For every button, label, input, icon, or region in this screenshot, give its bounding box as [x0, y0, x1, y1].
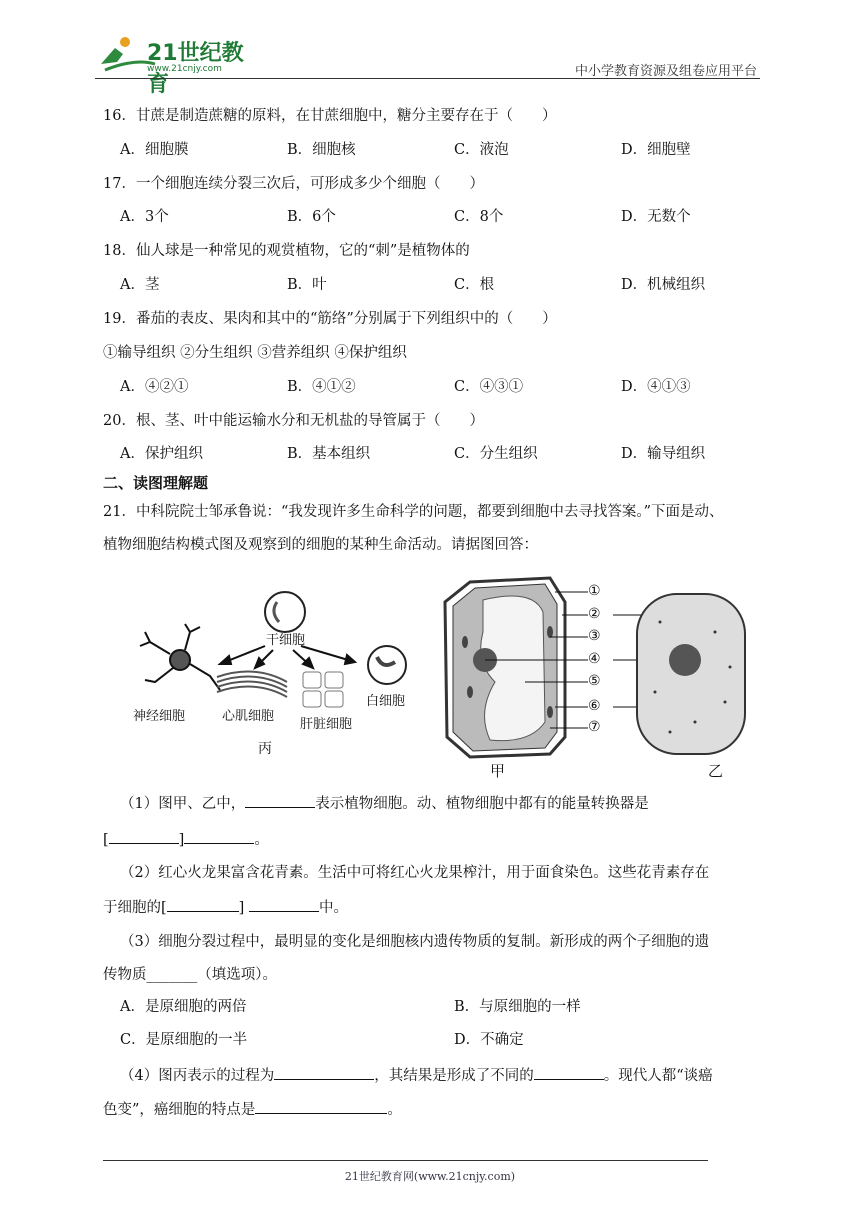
q3-option-c: C．是原细胞的一半 — [120, 1032, 248, 1048]
q3-option-d: D．不确定 — [454, 1032, 524, 1048]
question-19-stem: 19．番茄的表皮、果肉和其中的“筋络”分别属于下列组织中的（ ） — [103, 311, 557, 327]
label-white-blood-cell: 白细胞 — [366, 694, 406, 709]
liver-cell-shape — [303, 672, 343, 707]
q4-text-b: ，其结果是形成了不同的 — [374, 1068, 534, 1084]
q17-option-b: B．6个 — [287, 209, 336, 225]
q19-option-d: D．④①③ — [621, 379, 691, 395]
q1-bracket-close: ] — [178, 832, 185, 848]
q4-text-c: 。现代人都“谈癌 — [603, 1068, 713, 1084]
marker-2: ② — [588, 606, 601, 622]
q1-text-b: 表示植物细胞。动、植物细胞中都有的能量转换器是 — [315, 796, 649, 812]
question-20-stem: 20．根、茎、叶中能运输水分和无机盐的导管属于（ ） — [103, 413, 484, 429]
stem-cell-shape — [265, 592, 305, 632]
sub-question-1 — [120, 793, 780, 814]
q2-blank-2[interactable] — [249, 897, 319, 912]
q1-bracket-open: [ — [103, 832, 109, 848]
marker-1: ① — [588, 583, 601, 599]
q20-option-d: D．输导组织 — [621, 446, 706, 462]
question-18-stem: 18．仙人球是一种常见的观赏植物，它的“刺”是植物体的 — [103, 243, 470, 259]
q1-end: 。 — [254, 832, 269, 848]
q17-option-d: D．无数个 — [621, 209, 691, 225]
q17-option-a: A．3个 — [120, 209, 169, 225]
q4-text-d: 色变”，癌细胞的特点是 — [103, 1102, 256, 1118]
cell-figure — [125, 572, 765, 782]
q2-text-b: 于细胞的[ — [103, 900, 167, 916]
sub-question-3: （3）细胞分裂过程中，最明显的变化是细胞核内遗传物质的复制。新形成的两个子细胞的遗 — [120, 934, 710, 950]
site-logo — [95, 34, 265, 97]
question-19-choices: ①输导组织 ②分生组织 ③营养组织 ④保护组织 — [103, 345, 407, 361]
white-blood-cell-shape — [368, 646, 406, 684]
q3-option-b: B．与原细胞的一样 — [454, 999, 581, 1015]
question-16-stem: 16．甘蔗是制造蔗糖的原料，在甘蔗细胞中，糖分主要存在于（ ） — [103, 108, 557, 124]
q16-option-a: A．细胞膜 — [120, 142, 189, 158]
label-yi: 乙 — [708, 762, 724, 780]
logo-text: 21世纪教育 — [147, 41, 244, 97]
marker-4: ④ — [588, 651, 601, 667]
q4-blank-3[interactable] — [255, 1099, 387, 1114]
header-divider — [95, 78, 760, 79]
sub-question-3-cont: 传物质_______（填选项）。 — [103, 967, 277, 983]
q4-blank-1[interactable] — [274, 1065, 374, 1080]
label-bing: 丙 — [258, 741, 272, 757]
muscle-cell-shape — [217, 672, 287, 697]
sub-question-4 — [120, 1065, 780, 1086]
header-tagline: 中小学教育资源及组卷应用平台 — [574, 64, 757, 79]
q20-option-a: A．保护组织 — [120, 446, 203, 462]
sub-question-1-cont — [103, 829, 763, 850]
footer-divider — [103, 1160, 708, 1161]
logo-url: www.21cnjy.com — [147, 64, 222, 74]
q16-option-b: B．细胞核 — [287, 142, 356, 158]
q18-option-a: A．茎 — [120, 277, 160, 293]
q4-text-a: （4）图丙表示的过程为 — [120, 1068, 275, 1084]
marker-6: ⑥ — [588, 698, 601, 714]
q19-option-a: A．④②① — [120, 379, 189, 395]
q20-option-c: C．分生组织 — [454, 446, 538, 462]
sub-question-4-cont — [103, 1099, 763, 1120]
animal-cell-shape — [637, 594, 745, 754]
label-liver-cell: 肝脏细胞 — [300, 717, 353, 732]
q4-end: 。 — [387, 1102, 402, 1118]
sub-question-2: （2）红心火龙果富含花青素。生活中可将红心火龙果榨汁，用于面食染色。这些花青素存在 — [120, 865, 710, 881]
marker-5: ⑤ — [588, 673, 601, 689]
q1-text-a: （1）图甲、乙中， — [120, 796, 246, 812]
q20-option-b: B．基本组织 — [287, 446, 371, 462]
q19-option-b: B．④①② — [287, 379, 356, 395]
label-nerve-cell: 神经细胞 — [133, 709, 186, 724]
differentiation-arrows — [220, 646, 355, 668]
label-jia: 甲 — [490, 762, 506, 780]
q4-blank-2[interactable] — [534, 1065, 604, 1080]
section-title: 二、读图理解题 — [103, 474, 209, 492]
q2-end: 中。 — [318, 900, 348, 916]
plant-cell-shape — [445, 578, 565, 757]
q18-option-d: D．机械组织 — [621, 277, 706, 293]
sub-question-2-cont — [103, 897, 763, 918]
q16-option-d: D．细胞壁 — [621, 142, 691, 158]
q1-blank-3[interactable] — [184, 829, 254, 844]
q16-option-c: C．液泡 — [454, 142, 509, 158]
q18-option-c: C．根 — [454, 277, 495, 293]
q18-option-b: B．叶 — [287, 277, 327, 293]
q1-blank-2[interactable] — [109, 829, 179, 844]
q2-bracket-close: ] — [238, 900, 245, 916]
label-stem-cell: 干细胞 — [266, 633, 306, 648]
q1-blank-1[interactable] — [245, 793, 315, 808]
label-muscle-cell: 心肌细胞 — [222, 709, 275, 724]
question-17-stem: 17．一个细胞连续分裂三次后，可形成多少个细胞（ ） — [103, 176, 484, 192]
marker-7: ⑦ — [588, 719, 601, 735]
marker-3: ③ — [588, 628, 601, 644]
q21-intro-line2: 植物细胞结构模式图及观察到的细胞的某种生命活动。请据图回答： — [103, 537, 538, 553]
q3-option-a: A．是原细胞的两倍 — [120, 999, 247, 1015]
q21-intro-line1: 21．中科院院士邹承鲁说：“我发现许多生命科学的问题，都要到细胞中去寻找答案。”下面是动、 — [103, 504, 724, 520]
q2-blank-1[interactable] — [167, 897, 239, 912]
footer-text: 21世纪教育网(www.21cnjy.com) — [344, 1170, 516, 1183]
nerve-cell-shape — [140, 624, 220, 690]
q19-option-c: C．④③① — [454, 379, 524, 395]
q17-option-c: C．8个 — [454, 209, 504, 225]
